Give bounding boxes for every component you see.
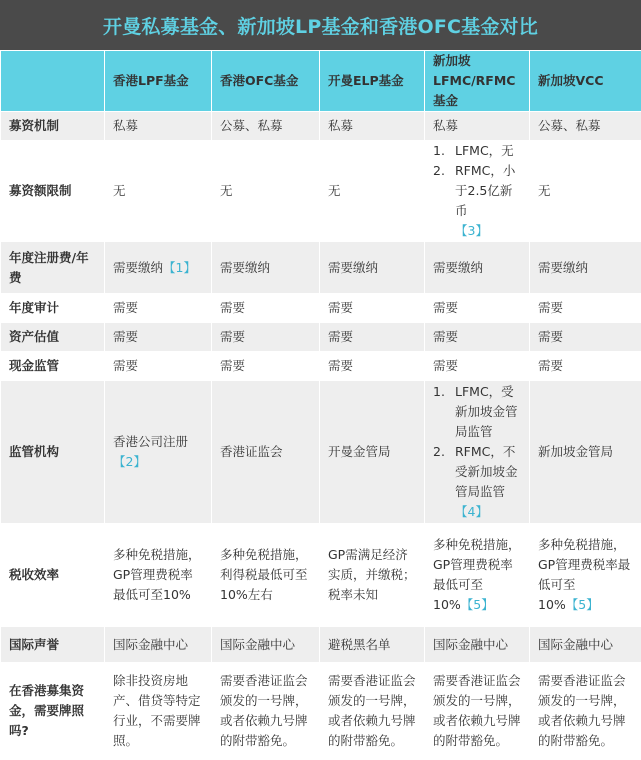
table-row — [1, 627, 641, 663]
table-cell: 需要 — [425, 352, 530, 381]
table-cell: 国际金融中心 — [212, 627, 320, 663]
table-cell: 需要 — [212, 323, 320, 352]
table-cell: 避税黑名单 — [320, 627, 425, 663]
table-row — [1, 663, 641, 760]
table-cell: 需要香港证监会颁发的一号牌，或者依赖九号牌的附带豁免。 — [425, 663, 530, 760]
table-cell: 开曼金管局 — [320, 381, 425, 524]
title-bar — [0, 0, 641, 50]
row-label: 募资机制 — [1, 112, 105, 141]
table-row — [1, 524, 641, 627]
row-label: 年度审计 — [1, 294, 105, 323]
reference-link[interactable]: 【4】 — [455, 504, 488, 519]
column-header: 香港OFC基金 — [212, 51, 320, 112]
table-cell: 国际金融中心 — [105, 627, 212, 663]
table-cell: 多种免税措施，利得税最低可至10%左右 — [212, 524, 320, 627]
reference-link[interactable]: 【5】 — [566, 597, 599, 612]
table-cell: 无 — [105, 141, 212, 242]
table-cell: 需要 — [530, 352, 641, 381]
table-cell: 需要 — [425, 323, 530, 352]
table-cell: 需要 — [320, 294, 425, 323]
column-header: 开曼ELP基金 — [320, 51, 425, 112]
table-cell: 需要 — [425, 294, 530, 323]
row-label: 监管机构 — [1, 381, 105, 524]
table-cell — [425, 381, 530, 524]
table-row — [1, 141, 641, 242]
table-cell: 多种免税措施，GP管理费税率最低可至10%【5】 — [425, 524, 530, 627]
table-cell: 需要香港证监会颁发的一号牌，或者依赖九号牌的附带豁免。 — [530, 663, 641, 760]
table-row — [1, 242, 641, 294]
list-item: 2. RFMC，小于2.5亿新币 【3】 — [433, 161, 521, 241]
table-cell: 需要 — [530, 323, 641, 352]
row-label: 在香港募集资金，需要牌照吗? — [1, 663, 105, 760]
reference-link[interactable]: 【3】 — [455, 223, 488, 238]
column-header: 香港LPF基金 — [105, 51, 212, 112]
table-cell: 需要缴纳 — [530, 242, 641, 294]
table-cell: 香港公司注册 【2】 — [105, 381, 212, 524]
table-cell: 公募、私募 — [530, 112, 641, 141]
table-row — [1, 112, 641, 141]
row-label: 现金监管 — [1, 352, 105, 381]
reference-link[interactable]: 【1】 — [163, 260, 196, 275]
table-cell: 需要 — [105, 323, 212, 352]
table-cell: 国际金融中心 — [530, 627, 641, 663]
table-cell: 需要香港证监会颁发的一号牌，或者依赖九号牌的附带豁免。 — [320, 663, 425, 760]
header-row — [1, 51, 641, 112]
column-header: 新加坡VCC — [530, 51, 641, 112]
table-row — [1, 381, 641, 524]
table-cell: 需要缴纳 — [425, 242, 530, 294]
row-label: 资产估值 — [1, 323, 105, 352]
table-cell: 需要 — [530, 294, 641, 323]
table-cell: 需要 — [320, 352, 425, 381]
table-cell: 需要 — [212, 352, 320, 381]
column-header: 新加坡LFMC/RFMC基金 — [425, 51, 530, 112]
table-cell: 无 — [530, 141, 641, 242]
header-corner — [1, 51, 105, 112]
table-cell: 需要香港证监会颁发的一号牌，或者依赖九号牌的附带豁免。 — [212, 663, 320, 760]
table-cell — [425, 141, 530, 242]
table-cell: 需要 — [212, 294, 320, 323]
table-cell: 需要缴纳 — [212, 242, 320, 294]
table-cell: 需要缴纳 — [320, 242, 425, 294]
table-cell: 多种免税措施，GP管理费税率最低可至10%【5】 — [530, 524, 641, 627]
reference-link[interactable]: 【2】 — [113, 454, 146, 469]
table-row — [1, 294, 641, 323]
table-cell: GP需满足经济实质，并缴税；税率未知 — [320, 524, 425, 627]
comparison-table — [0, 50, 641, 760]
reference-link[interactable]: 【5】 — [461, 597, 494, 612]
table-cell: 私募 — [425, 112, 530, 141]
table-cell: 国际金融中心 — [425, 627, 530, 663]
numbered-list — [433, 141, 521, 241]
table-row — [1, 323, 641, 352]
row-label: 募资额限制 — [1, 141, 105, 242]
table-cell: 除非投资房地产、借贷等特定行业，不需要牌照。 — [105, 663, 212, 760]
list-item: 1. LFMC，受新加坡金管局监管 — [433, 382, 521, 442]
table-cell: 无 — [212, 141, 320, 242]
table-row — [1, 352, 641, 381]
table-cell: 无 — [320, 141, 425, 242]
list-item: 2. RFMC，不受新加坡金管局监管 【4】 — [433, 442, 521, 522]
table-cell: 需要 — [105, 294, 212, 323]
table-cell: 公募、私募 — [212, 112, 320, 141]
list-item: 1. LFMC，无 — [433, 141, 521, 161]
table-cell: 新加坡金管局 — [530, 381, 641, 524]
numbered-list — [433, 382, 521, 522]
table-cell: 私募 — [320, 112, 425, 141]
table-cell: 需要 — [320, 323, 425, 352]
table-cell: 多种免税措施，GP管理费税率最低可至10% — [105, 524, 212, 627]
row-label: 年度注册费/年费 — [1, 242, 105, 294]
page-title: 开曼私募基金、新加坡LP基金和香港OFC基金对比 — [103, 12, 538, 39]
table-cell: 需要 — [105, 352, 212, 381]
table-cell: 香港证监会 — [212, 381, 320, 524]
row-label: 国际声誉 — [1, 627, 105, 663]
table-cell: 需要缴纳【1】 — [105, 242, 212, 294]
row-label: 税收效率 — [1, 524, 105, 627]
table-cell: 私募 — [105, 112, 212, 141]
